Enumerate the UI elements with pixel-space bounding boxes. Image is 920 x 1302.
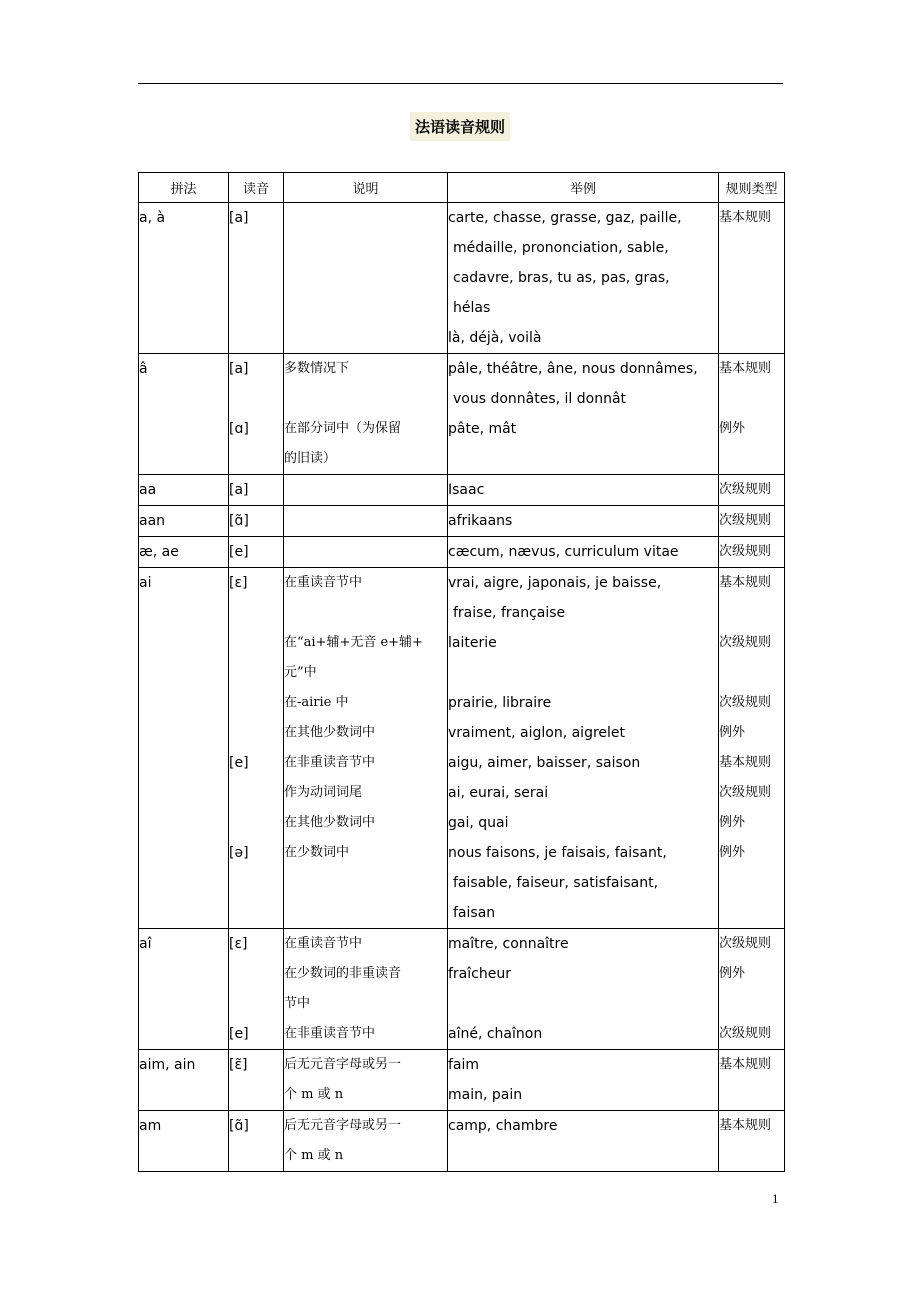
cell-examples-line: carte, chasse, grasse, gaz, paille, [448,210,682,226]
cell-examples-line: Isaac [448,482,485,498]
cell-examples-line: vraiment, aiglon, aigrelet [448,725,626,741]
cell-note-line [284,598,447,628]
table-row [139,1111,785,1172]
cell-rule-type-line [719,658,784,688]
table-row [139,475,785,506]
cell-sound-line: [ɛ] [229,575,248,591]
cell-sound-line: [ɑ̃] [229,1118,249,1134]
table-row [139,929,785,1050]
cell-spelling [139,354,229,475]
cell-note-line: 在非重读音节中 [284,755,376,770]
cell-examples-line: fraise, française [453,605,566,621]
cell-sound-line: [e] [229,1026,249,1042]
cell-rule-type-line [719,989,784,1019]
cell-note [284,1111,448,1172]
cell-note-line: 个 m 或 n [284,1087,344,1102]
cell-sound-line: [ɑ] [229,421,249,437]
cell-rule-type [719,1111,785,1172]
cell-sound-line [229,959,283,989]
cell-examples-line: faim [448,1057,480,1073]
cell-note [284,568,448,929]
cell-spelling-line: a, à [139,210,166,226]
header-note: 说明 [284,173,448,203]
cell-examples [448,537,719,568]
cell-spelling-line: æ, ae [139,544,179,560]
cell-note-line: 的旧读） [284,451,337,466]
cell-sound-line: [ɛ̃] [229,1057,248,1073]
cell-examples-line: cæcum, nævus, curriculum vitae [448,544,679,560]
cell-sound-line [229,628,283,658]
cell-note-line: 在重读音节中 [284,936,363,951]
cell-examples-line: vous donnâtes, il donnât [453,391,627,407]
header-rule [138,83,783,84]
cell-examples-line [448,658,718,688]
cell-examples-line: fraîcheur [448,966,511,982]
cell-note-line: 在非重读音节中 [284,1026,376,1041]
table-row [139,537,785,568]
cell-rule-type-line: 次级规则 [719,1026,772,1041]
cell-examples-line [448,989,718,1019]
page-title: 法语读音规则 [410,112,510,141]
cell-spelling-line: aim, ain [139,1057,196,1073]
cell-spelling [139,1050,229,1111]
table-row [139,506,785,537]
cell-sound-line [229,808,283,838]
cell-rule-type [719,506,785,537]
cell-note-line: 在其他少数词中 [284,725,376,740]
cell-sound [229,568,284,929]
cell-spelling [139,568,229,929]
cell-rule-type-line: 例外 [719,815,746,830]
cell-examples-line: nous faisons, je faisais, faisant, [448,845,667,861]
cell-sound [229,203,284,354]
cell-examples-line: faisable, faiseur, satisfaisant, [453,875,659,891]
cell-rule-type-line: 次级规则 [719,513,772,528]
cell-note-line: 节中 [284,996,311,1011]
table-row [139,354,785,475]
cell-sound [229,475,284,506]
cell-spelling-line: aan [139,513,166,529]
cell-examples-line: laiterie [448,635,497,651]
cell-examples-line: ai, eurai, serai [448,785,549,801]
cell-rule-type-line: 基本规则 [719,361,772,376]
cell-rule-type-line: 例外 [719,421,746,436]
cell-sound [229,537,284,568]
cell-rule-type [719,929,785,1050]
cell-rule-type-line: 基本规则 [719,1118,772,1133]
cell-examples [448,1111,719,1172]
cell-note-line: 多数情况下 [284,361,350,376]
cell-spelling-line: aa [139,482,157,498]
cell-rule-type-line: 例外 [719,845,746,860]
cell-rule-type [719,1050,785,1111]
cell-rule-type-line [719,598,784,628]
cell-sound [229,1050,284,1111]
cell-sound-line [229,989,283,1019]
table-row [139,1050,785,1111]
header-examples: 举例 [448,173,719,203]
cell-rule-type-line: 基本规则 [719,210,772,225]
cell-rule-type-line: 基本规则 [719,1057,772,1072]
cell-note-line: 作为动词词尾 [284,785,363,800]
cell-sound [229,1111,284,1172]
cell-examples-line: gai, quai [448,815,509,831]
cell-rule-type [719,354,785,475]
cell-sound-line: [a] [229,210,249,226]
cell-examples-line: aigu, aimer, baisser, saison [448,755,641,771]
cell-examples [448,929,719,1050]
cell-examples [448,506,719,537]
cell-examples-line: pâte, mât [448,421,517,437]
cell-rule-type-line: 次级规则 [719,695,772,710]
cell-rule-type-line: 基本规则 [719,575,772,590]
cell-sound-line [229,658,283,688]
cell-sound-line: [ɛ] [229,936,248,952]
cell-spelling [139,537,229,568]
cell-note-line: 后无元音字母或另一 [284,1118,402,1133]
table-body [139,203,785,1172]
table-row [139,203,785,354]
cell-note-line: 在部分词中（为保留 [284,421,402,436]
cell-rule-type-line: 例外 [719,725,746,740]
cell-spelling [139,203,229,354]
cell-note-line: 在少数词中 [284,845,350,860]
cell-note-line: 在“ai+辅+无音 e+辅+ [284,635,423,650]
cell-rule-type [719,568,785,929]
cell-rule-type-line: 次级规则 [719,936,772,951]
cell-examples-line: faisan [453,905,496,921]
page-title-wrap [0,112,920,141]
header-type: 规则类型 [719,173,785,203]
cell-examples-line: là, déjà, voilà [448,330,542,346]
cell-sound-line: [ə] [229,845,249,861]
cell-examples [448,354,719,475]
cell-spelling-line: aî [139,936,152,952]
cell-sound-line [229,718,283,748]
cell-spelling-line: â [139,361,148,377]
header-sound: 读音 [229,173,284,203]
cell-note [284,475,448,506]
cell-rule-type [719,203,785,354]
pronunciation-rules-table [138,172,785,1172]
cell-note [284,537,448,568]
cell-spelling [139,475,229,506]
table-header-row [139,173,785,203]
cell-examples-line: médaille, prononciation, sable, [453,240,669,256]
cell-spelling-line: ai [139,575,152,591]
cell-sound [229,929,284,1050]
cell-note-line: 后无元音字母或另一 [284,1057,402,1072]
cell-examples-line: cadavre, bras, tu as, pas, gras, [453,270,670,286]
cell-note-line: 个 m 或 n [284,1148,344,1163]
cell-note-line: 在少数词的非重读音 [284,966,402,981]
cell-examples-line: hélas [453,300,491,316]
cell-examples [448,568,719,929]
cell-rule-type-line: 次级规则 [719,482,772,497]
cell-spelling [139,1111,229,1172]
cell-spelling [139,929,229,1050]
cell-sound-line [229,384,283,414]
cell-sound-line: [a] [229,361,249,377]
cell-sound-line: [a] [229,482,249,498]
table-row [139,568,785,929]
cell-sound-line: [ɑ̃] [229,513,249,529]
cell-examples [448,203,719,354]
page-number: 1 [772,1191,779,1206]
cell-sound-line [229,688,283,718]
cell-rule-type [719,537,785,568]
cell-examples-line: camp, chambre [448,1118,558,1134]
cell-note [284,506,448,537]
cell-rule-type-line [719,384,784,414]
cell-examples-line: vrai, aigre, japonais, je baisse, [448,575,662,591]
cell-sound-line: [e] [229,755,249,771]
cell-note-line: 在其他少数词中 [284,815,376,830]
cell-sound-line: [e] [229,544,249,560]
cell-note [284,929,448,1050]
cell-sound-line [229,598,283,628]
cell-examples-line: prairie, libraire [448,695,552,711]
cell-note-line: 元”中 [284,665,317,680]
cell-note-line: 在-airie 中 [284,695,349,710]
cell-examples [448,1050,719,1111]
cell-examples [448,475,719,506]
cell-note [284,203,448,354]
cell-note-line: 在重读音节中 [284,575,363,590]
cell-spelling [139,506,229,537]
cell-sound [229,506,284,537]
cell-spelling-line: am [139,1118,162,1134]
header-spelling: 拼法 [139,173,229,203]
cell-rule-type-line: 例外 [719,966,746,981]
cell-examples-line: aîné, chaînon [448,1026,543,1042]
cell-rule-type [719,475,785,506]
cell-sound [229,354,284,475]
cell-note [284,354,448,475]
cell-examples-line: afrikaans [448,513,513,529]
cell-examples-line: main, pain [448,1087,523,1103]
cell-examples-line: pâle, théâtre, âne, nous donnâmes, [448,361,698,377]
cell-sound-line [229,778,283,808]
cell-rule-type-line: 次级规则 [719,635,772,650]
cell-rule-type-line: 次级规则 [719,785,772,800]
cell-note [284,1050,448,1111]
cell-rule-type-line: 基本规则 [719,755,772,770]
cell-note-line [284,384,447,414]
cell-rule-type-line: 次级规则 [719,544,772,559]
cell-examples-line: maître, connaître [448,936,569,952]
